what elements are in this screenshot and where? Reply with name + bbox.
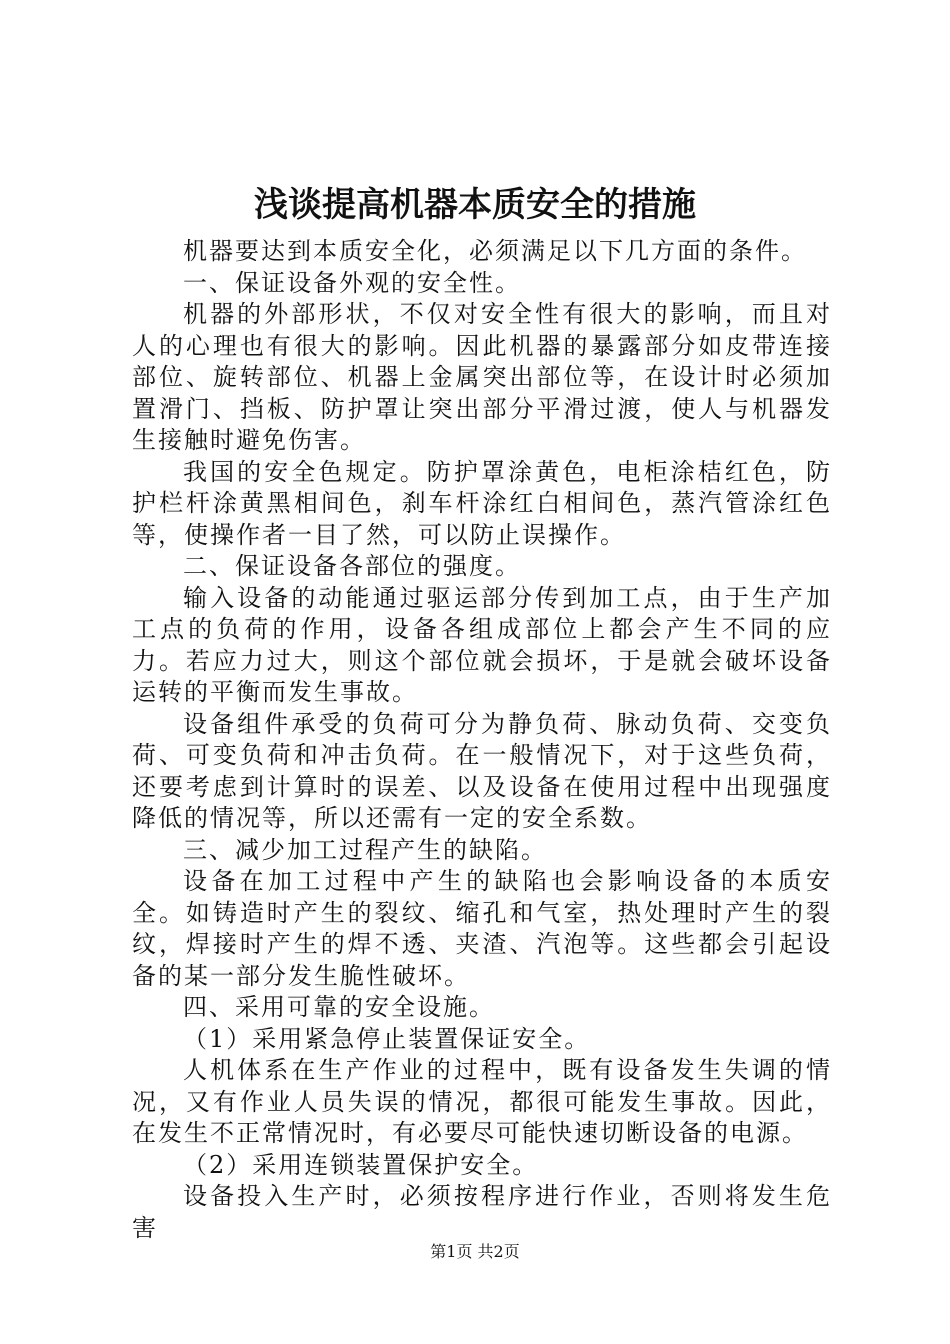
section-heading: 二、保证设备各部位的强度。	[183, 552, 521, 580]
paragraph: 我国的安全色规定。防护罩涂黄色，电柜涂桔红色，防护栏杆涂黄黑相间色，刹车杆涂红白相间色，蒸汽管涂红色等，使操作者一目了然，可以防止误操作。	[132, 457, 832, 549]
section-heading: 三、减少加工过程产生的缺陷。	[183, 835, 547, 864]
document-body	[132, 236, 832, 1244]
paragraph: 人机体系在生产作业的过程中，既有设备发生失调的情况，又有作业人员失误的情况，都很可能发生事故。因此，在发生不正常情况时，有必要尽可能快速切断设备的电源。	[132, 1056, 832, 1147]
paragraph: 设备在加工过程中产生的缺陷也会影响设备的本质安全。如铸造时产生的裂纹、缩孔和气室，热处理时产生的裂纹，焊接时产生的焊不透、夹渣、汽泡等。这些都会引起设备的某一部分发生脆性破坏。	[132, 867, 832, 990]
subsection-heading: （1）采用紧急停止装置保证安全。	[183, 1024, 591, 1053]
paragraph: 输入设备的动能通过驱运部分传到加工点，由于生产加工点的负荷的作用，设备各组成部位上都会产生不同的应力。若应力过大，则这个部位就会损坏，于是就会破坏设备运转的平衡而发生事故。	[132, 583, 832, 706]
paragraph: 设备投入生产时，必须按程序进行作业，否则将发生危害	[132, 1182, 832, 1242]
paragraph: 机器要达到本质安全化，必须满足以下几方面的条件。	[183, 237, 807, 265]
document-title: 浅谈提高机器本质安全的措施	[254, 185, 696, 225]
paragraph: 机器的外部形状，不仅对安全性有很大的影响，而且对人的心理也有很大的影响。因此机器的暴露部分如皮带连接部位、旋转部位、机器上金属突出部位等，在设计时必须加置滑门、挡板、防护罩让突出部分平滑过渡，使人与机器发生接触时避免伤害。	[132, 300, 832, 454]
subsection-heading: （2）采用连锁装置保护安全。	[183, 1150, 539, 1179]
section-heading: 一、保证设备外观的安全性。	[183, 268, 521, 297]
paragraph: 设备组件承受的负荷可分为静负荷、脉动负荷、交变负荷、可变负荷和冲击负荷。在一般情况下，对于这些负荷，还要考虑到计算时的误差、以及设备在使用过程中出现强度降低的情况等，所以还需有一定的安全系数。	[132, 709, 832, 832]
page-footer: 第1页 共2页	[430, 1242, 520, 1261]
section-heading: 四、采用可靠的安全设施。	[183, 993, 495, 1021]
